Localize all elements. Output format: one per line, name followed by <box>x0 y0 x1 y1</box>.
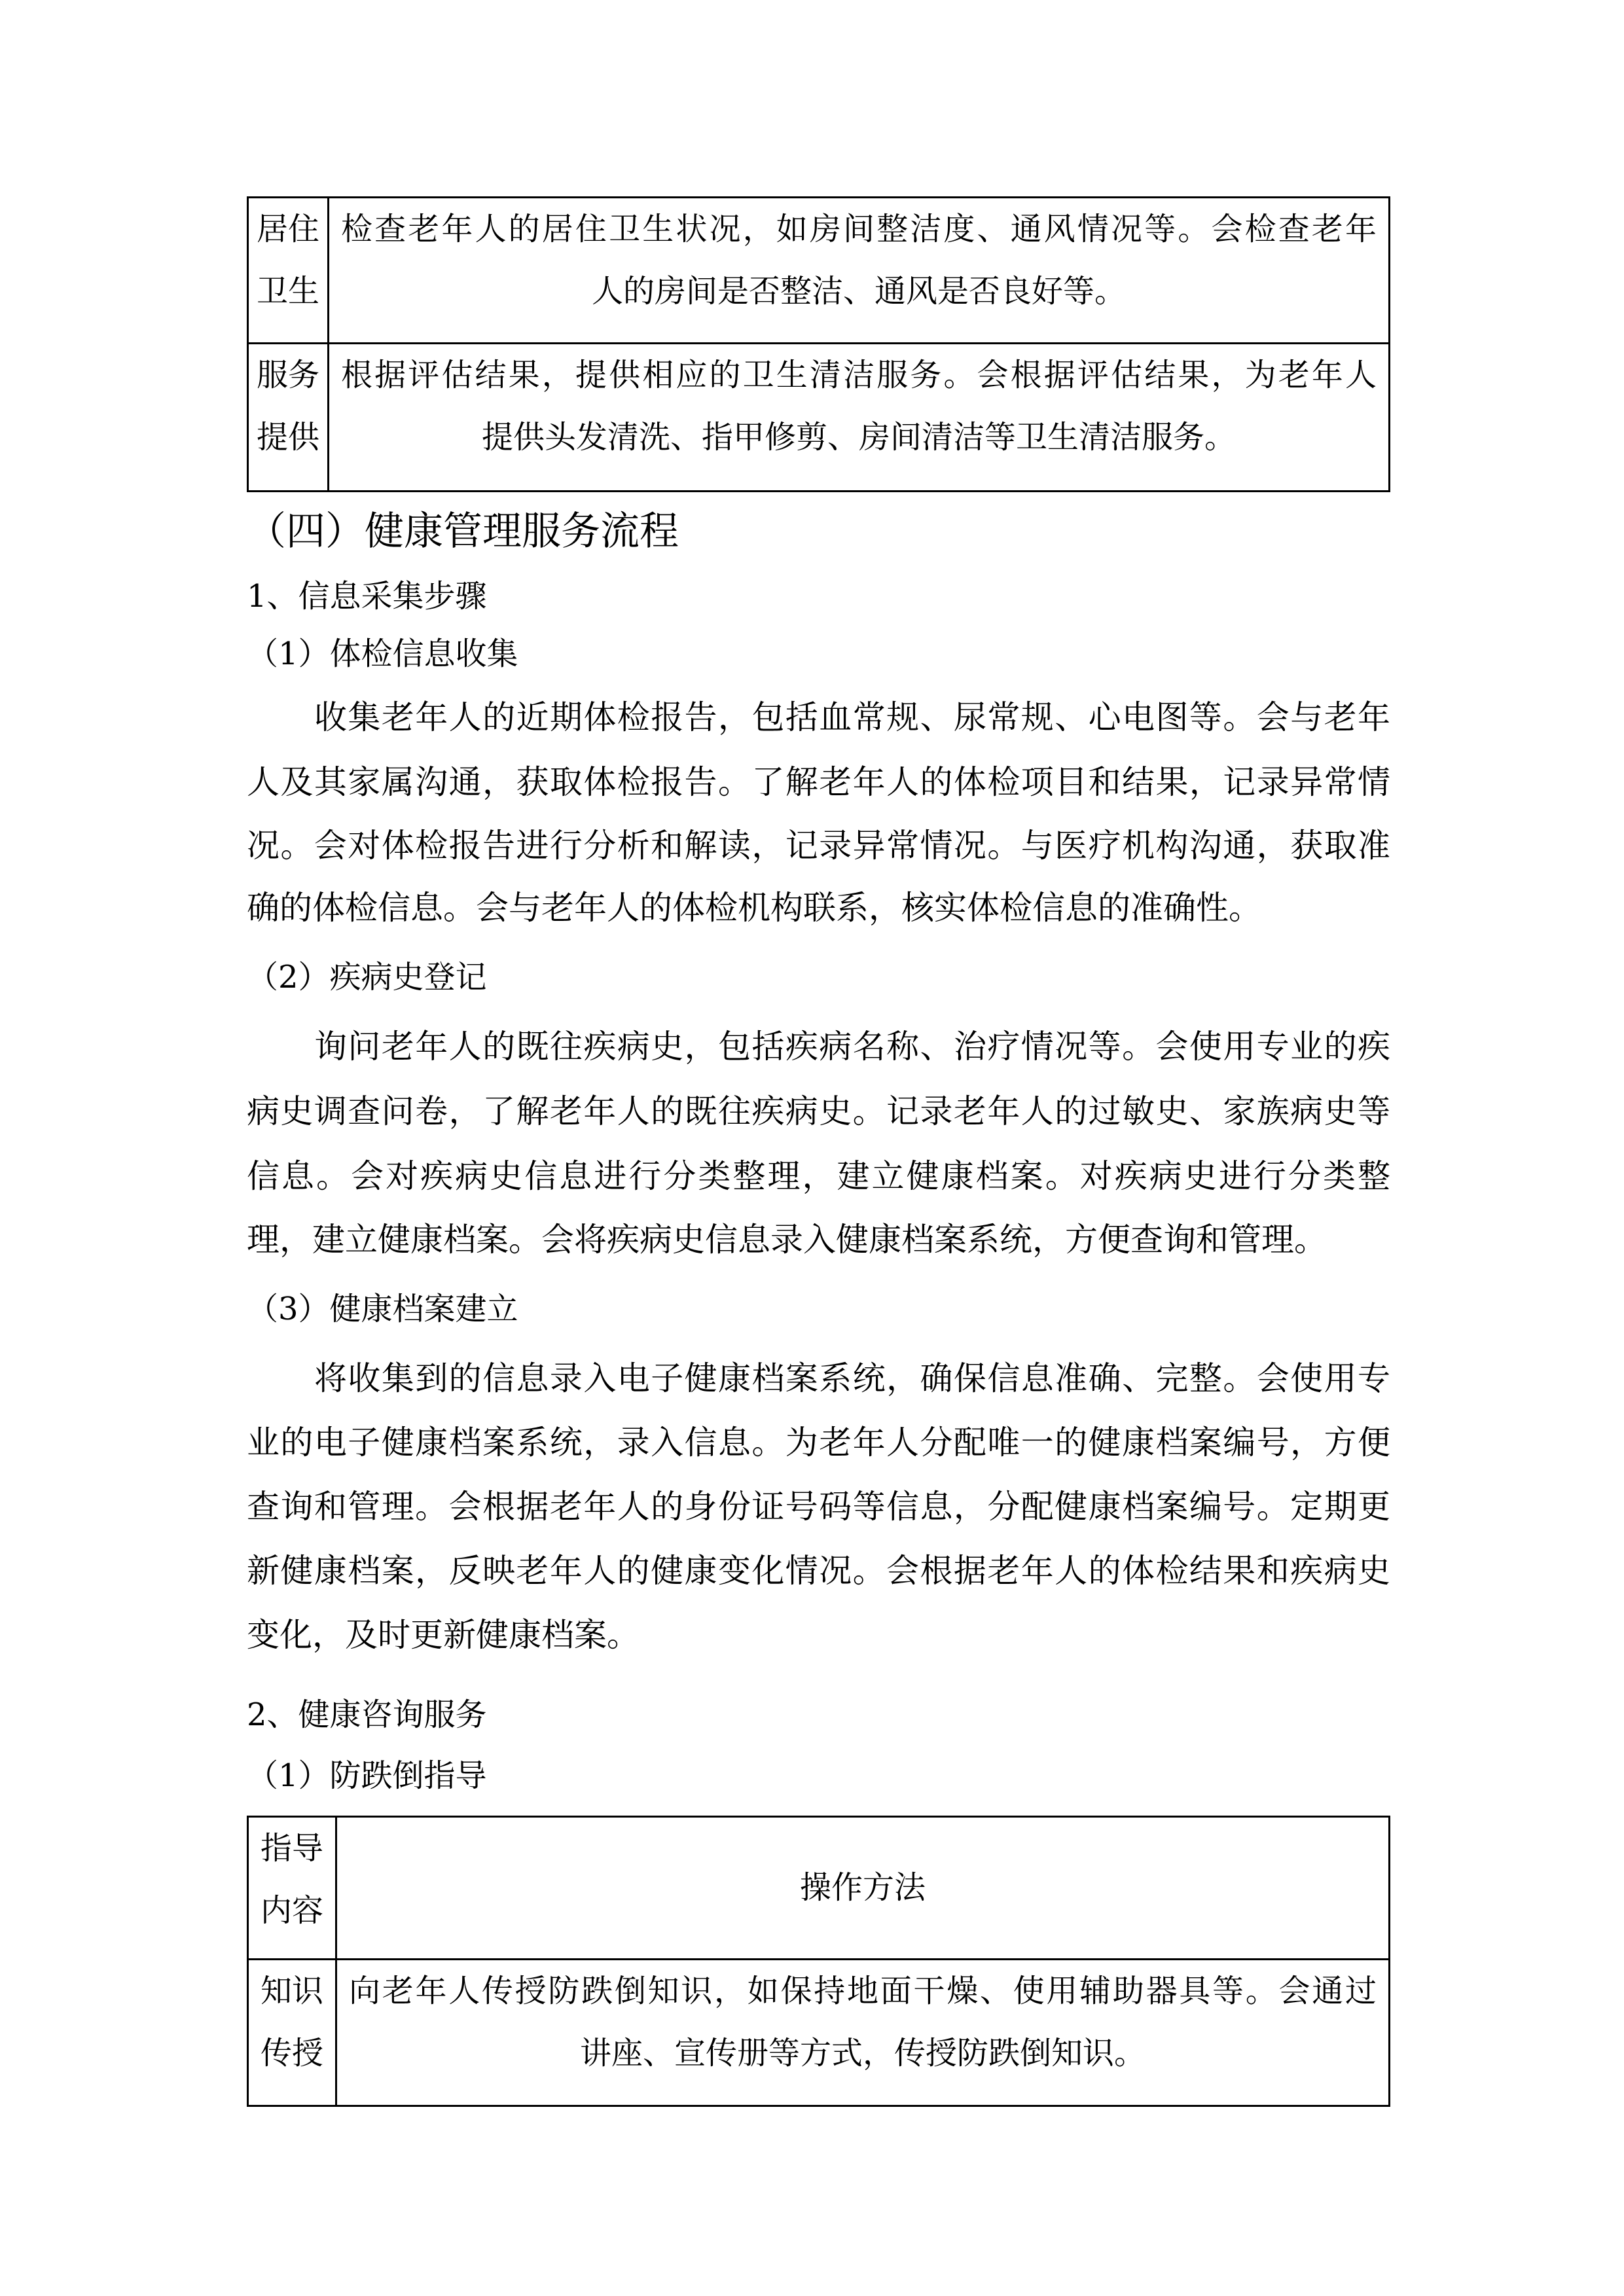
key-line: 居住 <box>256 211 319 247</box>
value-line: 人的房间是否整洁、通风是否良好等。 <box>591 273 1126 310</box>
table-row <box>248 344 1390 492</box>
subsubsection-title: （2）疾病史登记 <box>247 959 487 996</box>
table-header-row <box>248 1817 1390 1960</box>
key-line: 内容 <box>260 1892 323 1929</box>
row-key <box>248 198 329 344</box>
value-line: 向老年人传授防跌倒知识，如保持地面干燥、使用辅助器具等。会通过 <box>349 1973 1377 2009</box>
paragraph-line: 人及其家属沟通，获取体检报告。了解老年人的体检项目和结果，记录异常情 <box>247 763 1390 801</box>
row-value <box>329 344 1390 492</box>
paragraph-line: 理，建立健康档案。会将疾病史信息录入健康档案系统，方便查询和管理。 <box>247 1221 1327 1259</box>
paragraph-line: 业的电子健康档案系统，录入信息。为老年人分配唯一的健康档案编号，方便 <box>247 1424 1390 1462</box>
header-key <box>248 1817 336 1960</box>
key-line: 传授 <box>260 2035 323 2072</box>
header-value: 操作方法 <box>336 1817 1390 1960</box>
key-line: 卫生 <box>256 273 319 310</box>
table-row <box>248 198 1390 344</box>
value-line: 检查老年人的居住卫生状况，如房间整洁度、通风情况等。会检查老年 <box>341 211 1377 247</box>
paragraph-line: 询问老年人的既往疾病史，包括疾病名称、治疗情况等。会使用专业的疾 <box>314 1028 1390 1066</box>
subsubsection-title: （1）体检信息收集 <box>247 636 518 672</box>
paragraph-line: 况。会对体检报告进行分析和解读，记录异常情况。与医疗机构沟通，获取准 <box>247 827 1390 865</box>
paragraph-line: 查询和管理。会根据老年人的身份证号码等信息，分配健康档案编号。定期更 <box>247 1488 1390 1526</box>
key-line: 服务 <box>256 357 319 393</box>
value-line: 提供头发清洗、指甲修剪、房间清洁等卫生清洁服务。 <box>481 419 1236 456</box>
row-value <box>336 1960 1390 2106</box>
section-title: （四）健康管理服务流程 <box>247 509 679 554</box>
subsubsection-title: （1）防跌倒指导 <box>247 1757 487 1794</box>
key-line: 知识 <box>260 1973 323 2009</box>
hygiene-table <box>247 196 1390 492</box>
value-line: 讲座、宣传册等方式，传授防跌倒知识。 <box>579 2035 1146 2072</box>
table-row <box>248 1960 1390 2106</box>
row-key <box>248 344 329 492</box>
row-key <box>248 1960 336 2106</box>
row-value <box>329 198 1390 344</box>
subsection-title: 2、健康咨询服务 <box>247 1696 487 1733</box>
paragraph-line: 确的体检信息。会与老年人的体检机构联系，核实体检信息的准确性。 <box>247 889 1261 927</box>
paragraph-line: 收集老年人的近期体检报告，包括血常规、尿常规、心电图等。会与老年 <box>314 698 1390 736</box>
subsubsection-title: （3）健康档案建立 <box>247 1291 518 1327</box>
paragraph-line: 病史调查问卷，了解老年人的既往疾病史。记录老年人的过敏史、家族病史等 <box>247 1092 1390 1130</box>
paragraph-line: 将收集到的信息录入电子健康档案系统，确保信息准确、完整。会使用专 <box>314 1359 1390 1397</box>
key-line: 指导 <box>260 1830 323 1867</box>
fall-prevention-table <box>247 1816 1390 2107</box>
subsection-title: 1、信息采集步骤 <box>247 578 487 615</box>
value-line: 根据评估结果，提供相应的卫生清洁服务。会根据评估结果，为老年人 <box>341 357 1377 393</box>
paragraph-line: 信息。会对疾病史信息进行分类整理，建立健康档案。对疾病史进行分类整 <box>247 1157 1390 1195</box>
paragraph-line: 变化，及时更新健康档案。 <box>247 1616 640 1654</box>
key-line: 提供 <box>256 419 319 456</box>
paragraph-line: 新健康档案，反映老年人的健康变化情况。会根据老年人的体检结果和疾病史 <box>247 1552 1390 1590</box>
